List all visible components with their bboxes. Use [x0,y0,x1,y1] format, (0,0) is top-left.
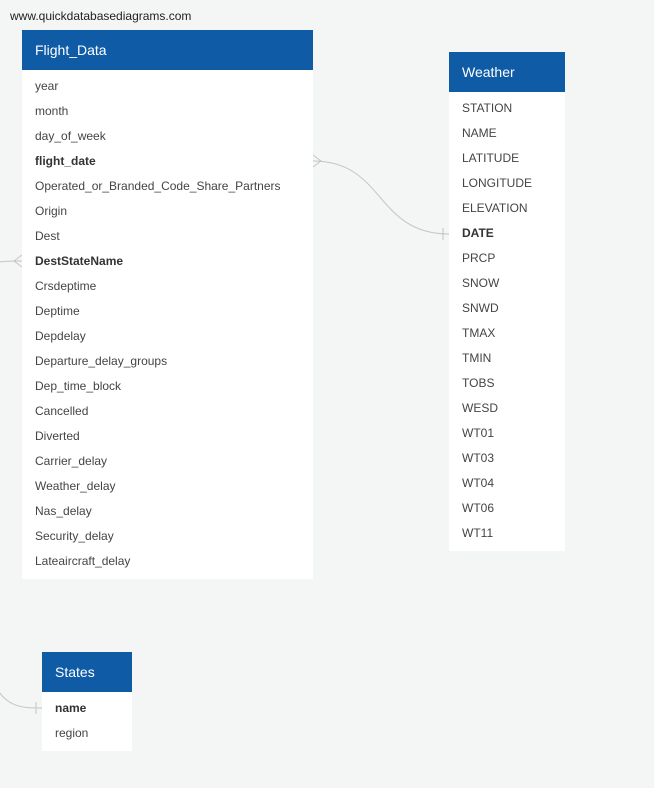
field-list [449,92,565,550]
field-list [22,70,313,578]
table-field[interactable]: TMIN [462,351,492,365]
table-weather[interactable] [449,52,565,551]
table-field[interactable]: year [35,79,59,93]
table-field[interactable]: Depdelay [35,329,86,343]
watermark-text: www.quickdatabasediagrams.com [10,9,192,23]
table-field[interactable]: LATITUDE [462,151,520,165]
table-field[interactable]: Diverted [35,429,80,443]
table-field[interactable]: DestStateName [35,254,124,268]
table-field[interactable]: Dest [35,229,60,243]
table-field[interactable]: Security_delay [35,529,114,543]
table-field[interactable]: Cancelled [35,404,89,418]
table-field[interactable]: TMAX [462,326,496,340]
table-field[interactable]: NAME [462,126,497,140]
crowfoot-many-marker [14,255,22,267]
connector-flightdate-date[interactable] [313,161,449,234]
table-field[interactable]: name [55,701,87,715]
table-field[interactable]: TOBS [462,376,495,390]
table-field[interactable]: Operated_or_Branded_Code_Share_Partners [35,179,281,193]
table-field[interactable]: WT04 [462,476,495,490]
table-field[interactable]: Crsdeptime [35,279,97,293]
table-states[interactable] [42,652,132,751]
table-field[interactable]: day_of_week [35,129,106,143]
table-field[interactable]: WESD [462,401,498,415]
table-field[interactable]: SNOW [462,276,500,290]
field-list [42,692,132,750]
table-field[interactable]: Weather_delay [35,479,116,493]
table-field[interactable]: WT03 [462,451,495,465]
table-field[interactable]: region [55,726,89,740]
table-header[interactable]: Flight_Data [22,30,313,70]
table-field[interactable]: Dep_time_block [35,379,122,393]
table-header[interactable]: Weather [449,52,565,92]
table-field[interactable]: Departure_delay_groups [35,354,168,368]
table-field[interactable]: Deptime [35,304,80,318]
table-field[interactable]: flight_date [35,154,96,168]
table-field[interactable]: LONGITUDE [462,176,533,190]
table-field[interactable]: Carrier_delay [35,454,108,468]
crowfoot-many-marker [313,155,321,167]
table-field[interactable]: WT06 [462,501,495,515]
table-field[interactable]: DATE [462,226,494,240]
table-flight-data[interactable] [22,30,313,579]
table-field[interactable]: Nas_delay [35,504,92,518]
table-field[interactable]: SNWD [462,301,499,315]
table-field[interactable]: PRCP [462,251,496,265]
table-header[interactable]: States [42,652,132,692]
table-field[interactable]: Lateaircraft_delay [35,554,131,568]
table-field[interactable]: month [35,104,69,118]
table-field[interactable]: WT11 [462,526,494,540]
table-field[interactable]: Origin [35,204,68,218]
table-field[interactable]: ELEVATION [462,201,528,215]
table-field[interactable]: STATION [462,101,513,115]
table-field[interactable]: WT01 [462,426,495,440]
